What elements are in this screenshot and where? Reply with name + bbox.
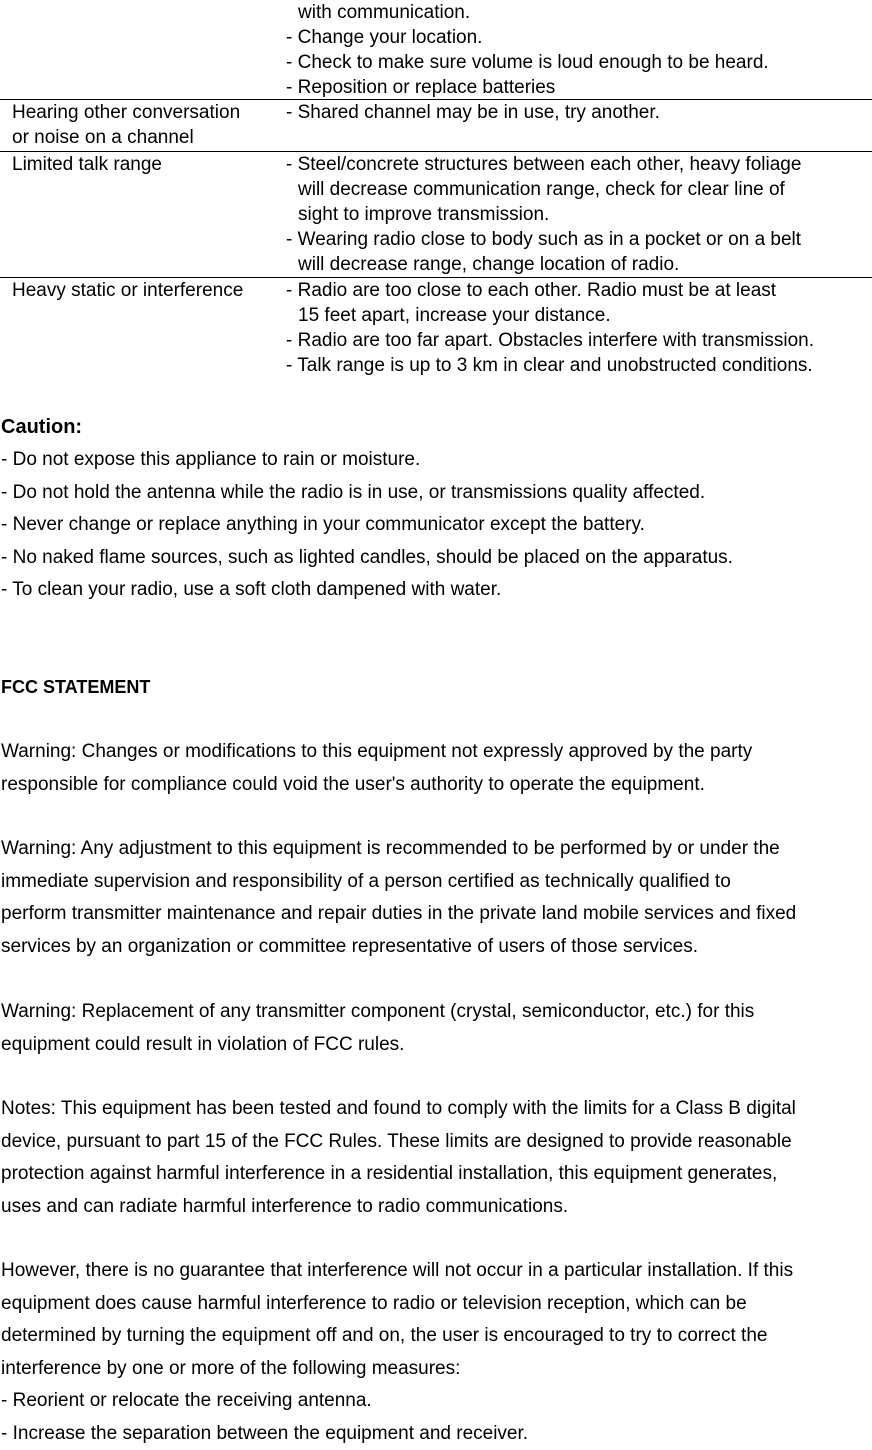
solution-line: - Talk range is up to 3 km in clear and unobstructed conditions. <box>286 353 814 378</box>
paragraph-line: services by an organization or committee representative of users of those services. <box>1 931 869 964</box>
paragraph-line: Warning: Replacement of any transmitter component (crystal, semiconductor, etc.) for this <box>1 996 869 1029</box>
fcc-paragraph-however <box>1 1255 869 1450</box>
paragraph-line: uses and can radiate harmful interference to radio communications. <box>1 1191 869 1224</box>
fcc-heading: FCC STATEMENT <box>1 675 150 699</box>
paragraph-line: protection against harmful interference in a residential installation, this equipment generates, <box>1 1158 869 1191</box>
caution-item: - No naked flame sources, such as lighted candles, should be placed on the apparatus. <box>1 545 733 571</box>
problem-cell <box>12 278 243 303</box>
solution-line: - Wearing radio close to body such as in a pocket or on a belt <box>286 227 801 252</box>
problem-cell <box>12 100 240 150</box>
paragraph-line: interference by one or more of the following measures: <box>1 1353 869 1386</box>
problem-line: Hearing other conversation <box>12 100 240 125</box>
paragraph-line: Notes: This equipment has been tested and found to comply with the limits for a Class B digital <box>1 1093 869 1126</box>
caution-item: - To clean your radio, use a soft cloth dampened with water. <box>1 577 501 603</box>
paragraph-line: However, there is no guarantee that interference will not occur in a particular installation. If this <box>1 1255 869 1288</box>
solution-cell <box>286 278 814 378</box>
fcc-paragraph-notes <box>1 1093 869 1223</box>
solution-line: - Change your location. <box>286 25 769 50</box>
problem-line: or noise on a channel <box>12 125 240 150</box>
paragraph-line: equipment does cause harmful interference to radio or television reception, which can be <box>1 1288 869 1321</box>
paragraph-line: immediate supervision and responsibility of a person certified as technically qualified to <box>1 866 869 899</box>
solution-line: - Steel/concrete structures between each other, heavy foliage <box>286 152 801 177</box>
fcc-paragraph-replacement <box>1 996 869 1061</box>
solution-line: sight to improve transmission. <box>286 202 801 227</box>
paragraph-line: equipment could result in violation of FCC rules. <box>1 1029 869 1062</box>
paragraph-line: - Reorient or relocate the receiving antenna. <box>1 1385 869 1418</box>
solution-line: 15 feet apart, increase your distance. <box>286 303 814 328</box>
solution-line: - Radio are too far apart. Obstacles interfere with transmission. <box>286 328 814 353</box>
caution-item: - Do not expose this appliance to rain or moisture. <box>1 447 420 473</box>
solution-line: with communication. <box>286 0 769 25</box>
paragraph-line: Warning: Any adjustment to this equipment is recommended to be performed by or under the <box>1 833 869 866</box>
problem-line: Heavy static or interference <box>12 278 243 303</box>
paragraph-line: determined by turning the equipment off and on, the user is encouraged to try to correct the <box>1 1320 869 1353</box>
fcc-paragraph-changes <box>1 736 869 801</box>
fcc-paragraph-adjustment <box>1 833 869 963</box>
solution-line: - Shared channel may be in use, try another. <box>286 100 660 125</box>
paragraph-line: Warning: Changes or modifications to this equipment not expressly approved by the party <box>1 736 869 769</box>
caution-item: - Never change or replace anything in your communicator except the battery. <box>1 512 645 538</box>
solution-cell <box>286 0 769 100</box>
solution-cell <box>286 100 660 125</box>
solution-line: will decrease range, change location of radio. <box>286 252 801 277</box>
solution-line: - Reposition or replace batteries <box>286 75 769 100</box>
solution-line: - Check to make sure volume is loud enough to be heard. <box>286 50 769 75</box>
problem-line: Limited talk range <box>12 152 162 177</box>
solution-cell <box>286 152 801 277</box>
solution-line: - Radio are too close to each other. Radio must be at least <box>286 278 814 303</box>
paragraph-line: responsible for compliance could void the user's authority to operate the equipment. <box>1 769 869 802</box>
solution-line: will decrease communication range, check for clear line of <box>286 177 801 202</box>
problem-cell <box>12 152 162 177</box>
paragraph-line: perform transmitter maintenance and repair duties in the private land mobile services and fixed <box>1 898 869 931</box>
paragraph-line: - Increase the separation between the equipment and receiver. <box>1 1418 869 1450</box>
caution-item: - Do not hold the antenna while the radio is in use, or transmissions quality affected. <box>1 480 705 506</box>
paragraph-line: device, pursuant to part 15 of the FCC Rules. These limits are designed to provide reasonable <box>1 1126 869 1159</box>
caution-heading: Caution: <box>1 414 82 440</box>
